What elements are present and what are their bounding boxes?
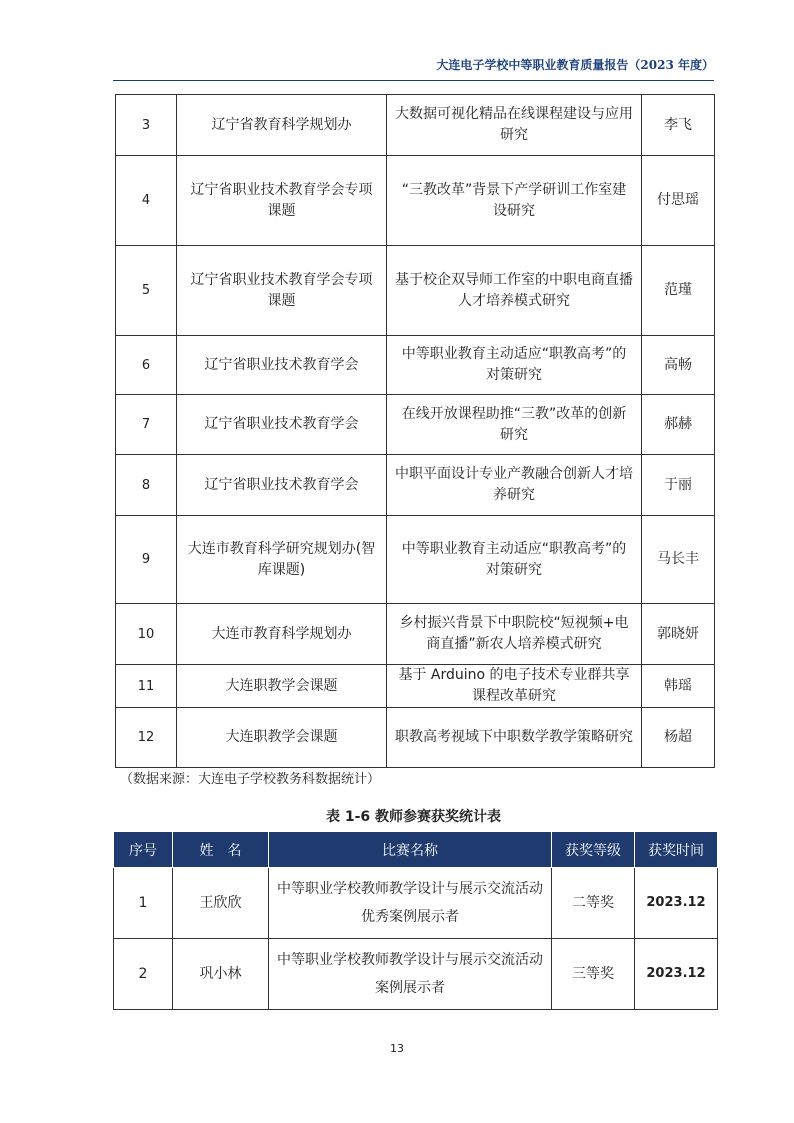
project-leader: 范瑾: [642, 246, 715, 336]
project-organization: 大连市教育科学规划办: [177, 604, 387, 665]
header-seq: 序号: [114, 832, 173, 868]
project-leader: 于丽: [642, 455, 715, 516]
project-leader: 郝赫: [642, 395, 715, 455]
project-organization: 大连职教学会课题: [177, 708, 387, 768]
header-name: 姓 名: [173, 832, 269, 868]
table-row: [116, 455, 715, 516]
project-organization: 辽宁省职业技术教育学会专项课题: [177, 246, 387, 336]
teacher-name: 巩小林: [173, 939, 269, 1010]
project-organization: 辽宁省职业技术教育学会: [177, 395, 387, 455]
header-divider: [113, 80, 714, 81]
project-title: “三教改革”背景下产学研训工作室建设研究: [387, 156, 642, 246]
project-title: 中等职业教育主动适应“职教高考”的对策研究: [387, 336, 642, 395]
table-row: [116, 665, 715, 708]
project-title: 基于 Arduino 的电子技术专业群共享课程改革研究: [387, 665, 642, 708]
table-header-row: [114, 832, 718, 868]
project-title: 中职平面设计专业产教融合创新人才培养研究: [387, 455, 642, 516]
project-organization: 辽宁省职业技术教育学会: [177, 336, 387, 395]
project-title: 中等职业教育主动适应“职教高考”的对策研究: [387, 516, 642, 604]
table-row: [116, 336, 715, 395]
row-number: 5: [116, 246, 177, 336]
project-title: 在线开放课程助推“三教”改革的创新研究: [387, 395, 642, 455]
project-title: 基于校企双导师工作室的中职电商直播人才培养模式研究: [387, 246, 642, 336]
table-row: [116, 708, 715, 768]
row-number: 4: [116, 156, 177, 246]
project-leader: 付思瑶: [642, 156, 715, 246]
project-title: 职教高考视域下中职数学教学策略研究: [387, 708, 642, 768]
row-number: 3: [116, 95, 177, 156]
project-leader: 马长丰: [642, 516, 715, 604]
teacher-name: 王欣欣: [173, 868, 269, 939]
row-number: 8: [116, 455, 177, 516]
page-number: 13: [390, 1042, 404, 1055]
project-leader: 郭晓妍: [642, 604, 715, 665]
table-row: [116, 604, 715, 665]
award-date: 2023.12: [635, 939, 718, 1010]
header-contest: 比赛名称: [269, 832, 552, 868]
project-organization: 辽宁省教育科学规划办: [177, 95, 387, 156]
table-row: [116, 395, 715, 455]
contest-name: 中等职业学校教师教学设计与展示交流活动优秀案例展示者: [269, 868, 552, 939]
table-row: [116, 516, 715, 604]
row-number: 7: [116, 395, 177, 455]
project-organization: 大连市教育科学研究规划办(智库课题): [177, 516, 387, 604]
project-leader: 高畅: [642, 336, 715, 395]
award-date: 2023.12: [635, 868, 718, 939]
row-number: 12: [116, 708, 177, 768]
header-level: 获奖等级: [552, 832, 635, 868]
contest-name: 中等职业学校教师教学设计与展示交流活动案例展示者: [269, 939, 552, 1010]
project-leader: 李飞: [642, 95, 715, 156]
row-number: 10: [116, 604, 177, 665]
award-level: 二等奖: [552, 868, 635, 939]
table-row: [114, 939, 718, 1010]
header-date: 获奖时间: [635, 832, 718, 868]
table-row: [116, 156, 715, 246]
project-organization: 辽宁省职业技术教育学会: [177, 455, 387, 516]
project-leader: 杨超: [642, 708, 715, 768]
table-row: [114, 868, 718, 939]
report-header-title: 大连电子学校中等职业教育质量报告（2023 年度）: [436, 58, 714, 72]
row-number: 11: [116, 665, 177, 708]
project-leader: 韩瑶: [642, 665, 715, 708]
table-caption: 表 1-6 教师参赛获奖统计表: [325, 809, 502, 825]
data-source-note: （数据来源：大连电子学校教务科数据统计）: [120, 772, 381, 787]
row-number: 1: [114, 868, 173, 939]
project-organization: 大连职教学会课题: [177, 665, 387, 708]
row-number: 6: [116, 336, 177, 395]
award-level: 三等奖: [552, 939, 635, 1010]
table-row: [116, 95, 715, 156]
table-row: [116, 246, 715, 336]
project-title: 乡村振兴背景下中职院校“短视频+电商直播”新农人培养模式研究: [387, 604, 642, 665]
row-number: 9: [116, 516, 177, 604]
teacher-awards-table: [113, 831, 718, 1010]
project-organization: 辽宁省职业技术教育学会专项课题: [177, 156, 387, 246]
project-title: 大数据可视化精品在线课程建设与应用研究: [387, 95, 642, 156]
row-number: 2: [114, 939, 173, 1010]
research-projects-table: [115, 94, 715, 768]
